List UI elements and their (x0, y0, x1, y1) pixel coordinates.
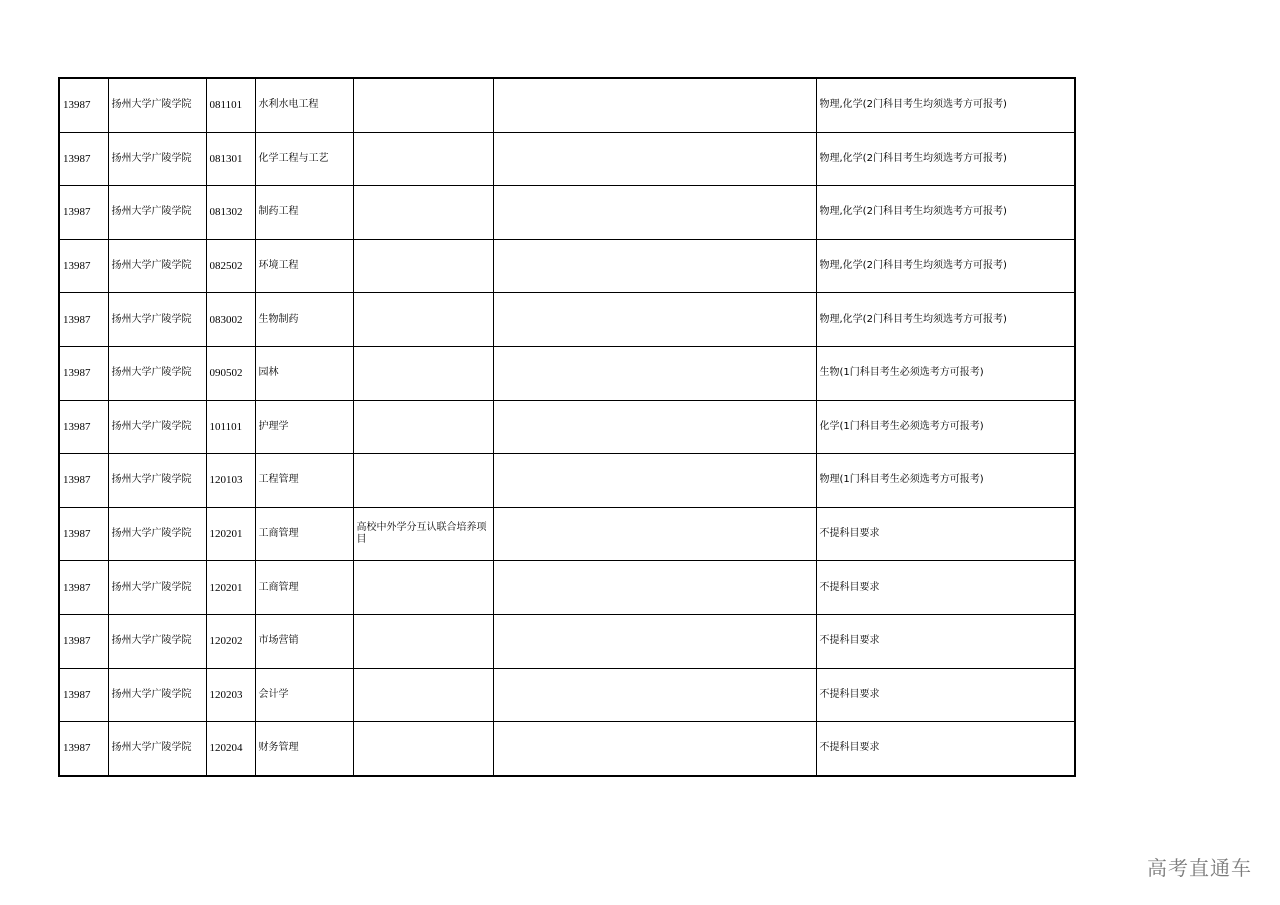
institution-code-cell: 13987 (59, 507, 108, 561)
table-row (59, 507, 1075, 561)
institution-name-cell: 扬州大学广陵学院 (108, 293, 206, 347)
table-row (59, 614, 1075, 668)
subject-requirement-cell: 不提科目要求 (816, 722, 1075, 776)
institution-code-cell: 13987 (59, 614, 108, 668)
major-code-cell: 081302 (206, 186, 255, 240)
table-row (59, 78, 1075, 132)
institution-name-cell: 扬州大学广陵学院 (108, 400, 206, 454)
institution-code-cell: 13987 (59, 186, 108, 240)
major-name-cell: 环境工程 (255, 239, 353, 293)
major-name-cell: 财务管理 (255, 722, 353, 776)
major-name-cell: 工商管理 (255, 561, 353, 615)
remarks-cell (493, 561, 816, 615)
institution-code-cell: 13987 (59, 722, 108, 776)
institution-code-cell: 13987 (59, 346, 108, 400)
remarks-cell (493, 722, 816, 776)
subject-requirement-cell: 生物(1门科目考生必须选考方可报考) (816, 346, 1075, 400)
institution-name-cell: 扬州大学广陵学院 (108, 722, 206, 776)
institution-name-cell: 扬州大学广陵学院 (108, 186, 206, 240)
major-code-cell: 081101 (206, 78, 255, 132)
table-row (59, 186, 1075, 240)
institution-code-cell: 13987 (59, 293, 108, 347)
table-row (59, 239, 1075, 293)
table-row (59, 722, 1075, 776)
subject-requirement-cell: 物理,化学(2门科目考生均须选考方可报考) (816, 186, 1075, 240)
institution-code-cell: 13987 (59, 400, 108, 454)
institution-name-cell: 扬州大学广陵学院 (108, 614, 206, 668)
table-row (59, 400, 1075, 454)
major-name-cell: 化学工程与工艺 (255, 132, 353, 186)
major-note-cell (353, 239, 493, 293)
remarks-cell (493, 400, 816, 454)
major-code-cell: 090502 (206, 346, 255, 400)
major-code-cell: 120204 (206, 722, 255, 776)
major-name-cell: 工商管理 (255, 507, 353, 561)
major-name-cell: 会计学 (255, 668, 353, 722)
table-row (59, 293, 1075, 347)
major-note-cell (353, 722, 493, 776)
major-note-cell (353, 454, 493, 508)
major-code-cell: 081301 (206, 132, 255, 186)
remarks-cell (493, 668, 816, 722)
subject-requirement-cell: 不提科目要求 (816, 507, 1075, 561)
subject-requirement-cell: 物理,化学(2门科目考生均须选考方可报考) (816, 239, 1075, 293)
major-note-cell (353, 668, 493, 722)
remarks-cell (493, 132, 816, 186)
institution-code-cell: 13987 (59, 454, 108, 508)
major-code-cell: 083002 (206, 293, 255, 347)
major-code-cell: 082502 (206, 239, 255, 293)
major-note-cell (353, 78, 493, 132)
subject-requirement-cell: 物理(1门科目考生必须选考方可报考) (816, 454, 1075, 508)
institution-code-cell: 13987 (59, 239, 108, 293)
major-note-cell (353, 561, 493, 615)
remarks-cell (493, 186, 816, 240)
major-name-cell: 生物制药 (255, 293, 353, 347)
institution-name-cell: 扬州大学广陵学院 (108, 78, 206, 132)
subject-requirement-cell: 化学(1门科目考生必须选考方可报考) (816, 400, 1075, 454)
remarks-cell (493, 454, 816, 508)
institution-code-cell: 13987 (59, 668, 108, 722)
table-body (59, 78, 1075, 776)
major-note-cell (353, 186, 493, 240)
major-code-cell: 120201 (206, 507, 255, 561)
institution-name-cell: 扬州大学广陵学院 (108, 454, 206, 508)
major-note-cell: 高校中外学分互认联合培养项目 (353, 507, 493, 561)
subject-requirement-cell: 不提科目要求 (816, 614, 1075, 668)
table-row (59, 668, 1075, 722)
institution-name-cell: 扬州大学广陵学院 (108, 239, 206, 293)
institution-name-cell: 扬州大学广陵学院 (108, 132, 206, 186)
major-code-cell: 101101 (206, 400, 255, 454)
major-code-cell: 120202 (206, 614, 255, 668)
institution-name-cell: 扬州大学广陵学院 (108, 507, 206, 561)
remarks-cell (493, 239, 816, 293)
watermark-logo-text: 高考直通车 (1147, 856, 1252, 880)
institution-code-cell: 13987 (59, 561, 108, 615)
subject-requirement-cell: 物理,化学(2门科目考生均须选考方可报考) (816, 293, 1075, 347)
remarks-cell (493, 78, 816, 132)
subject-requirement-cell: 不提科目要求 (816, 561, 1075, 615)
major-note-cell (353, 132, 493, 186)
remarks-cell (493, 346, 816, 400)
major-note-cell (353, 346, 493, 400)
major-name-cell: 市场营销 (255, 614, 353, 668)
table-row (59, 132, 1075, 186)
major-name-cell: 护理学 (255, 400, 353, 454)
major-note-cell (353, 293, 493, 347)
remarks-cell (493, 614, 816, 668)
subject-requirement-cell: 不提科目要求 (816, 668, 1075, 722)
table-row (59, 561, 1075, 615)
major-name-cell: 工程管理 (255, 454, 353, 508)
major-code-cell: 120203 (206, 668, 255, 722)
institution-name-cell: 扬州大学广陵学院 (108, 346, 206, 400)
table-row (59, 454, 1075, 508)
institution-code-cell: 13987 (59, 132, 108, 186)
major-name-cell: 水利水电工程 (255, 78, 353, 132)
table-row (59, 346, 1075, 400)
subject-requirement-cell: 物理,化学(2门科目考生均须选考方可报考) (816, 132, 1075, 186)
major-name-cell: 制药工程 (255, 186, 353, 240)
remarks-cell (493, 293, 816, 347)
major-code-cell: 120201 (206, 561, 255, 615)
institution-name-cell: 扬州大学广陵学院 (108, 561, 206, 615)
admission-table (58, 77, 1076, 777)
major-note-cell (353, 614, 493, 668)
remarks-cell (493, 507, 816, 561)
institution-code-cell: 13987 (59, 78, 108, 132)
institution-name-cell: 扬州大学广陵学院 (108, 668, 206, 722)
major-name-cell: 园林 (255, 346, 353, 400)
major-code-cell: 120103 (206, 454, 255, 508)
major-note-cell (353, 400, 493, 454)
subject-requirement-cell: 物理,化学(2门科目考生均须选考方可报考) (816, 78, 1075, 132)
